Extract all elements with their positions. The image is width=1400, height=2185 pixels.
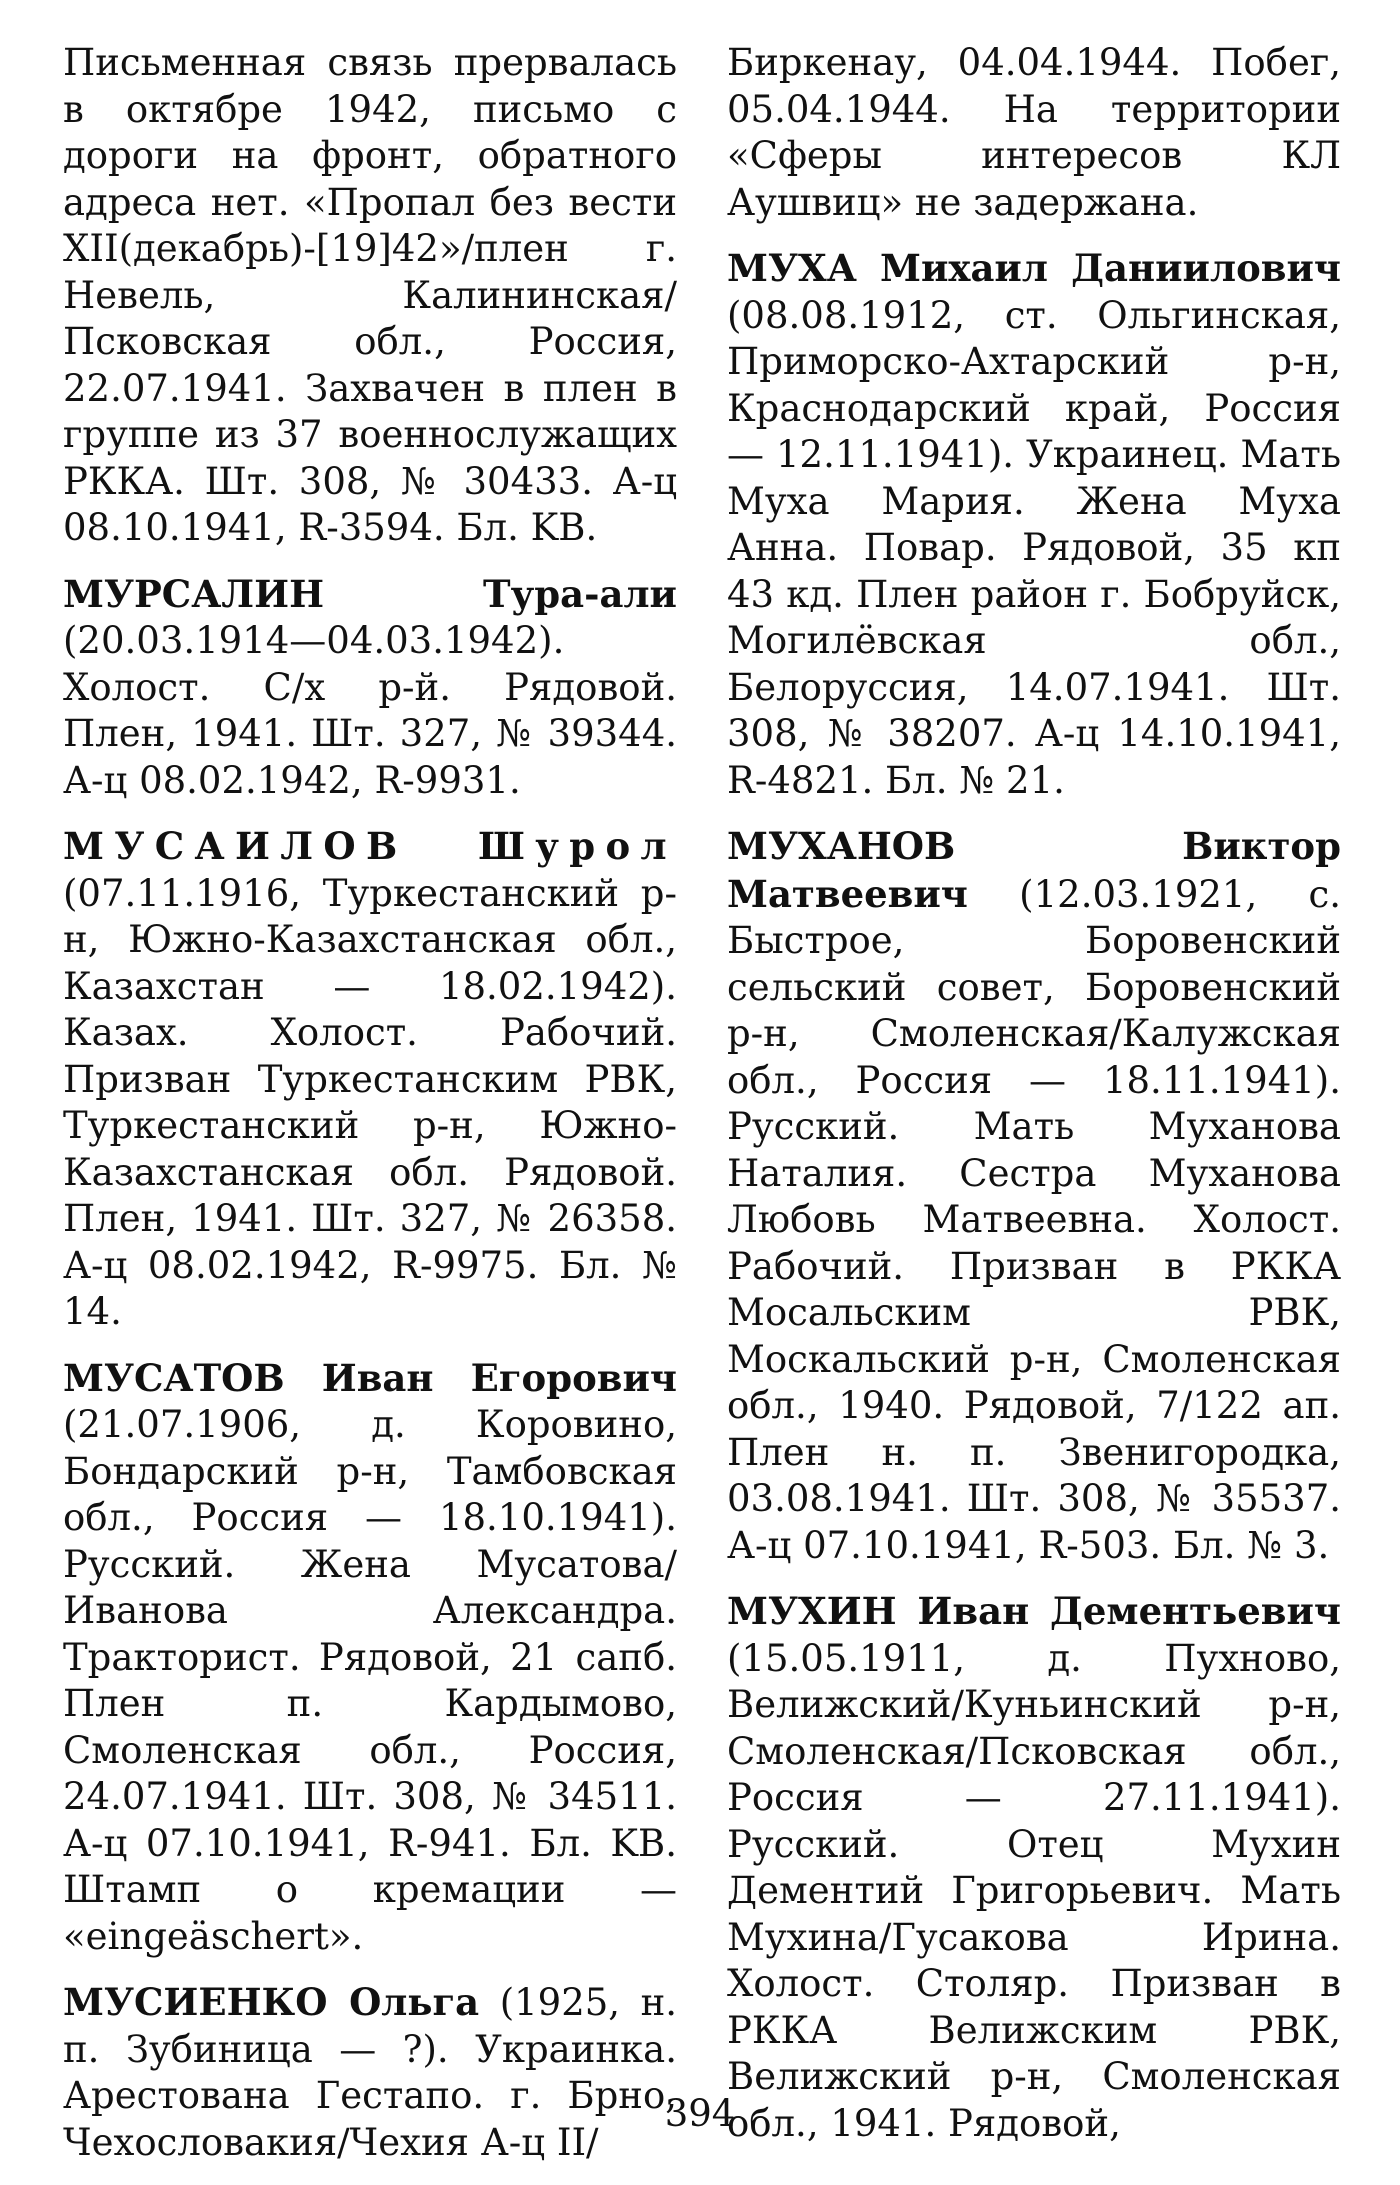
entry-text: (15.05.1911, д. Пухново, Велижский/Куньинский р-н, Смоленская/Псковская обл., Россия — 27.11.1941). Русский. Отец Мухин Дементий Григорьевич. Мать Мухина/Гусакова Ирина. Холост. Столяр. Призван в РККА Велижским РВК, Велижский р-н, Смоленская обл., 1941. Рядовой, — [727, 1636, 1341, 2145]
entry-text: (21.07.1906, д. Коровино, Бондарский р-н, Тамбовская обл., Россия — 18.10.1941). Русский. Жена Мусатова/Иванова Александра. Тракторист. Рядовой, 21 сапб. Плен п. Кардымово, Смоленская обл., Россия, 24.07.1941. Шт. 308, № 34511. А-ц 07.10.1941, R-941. Бл. KB. Штамп о кремации — «eingeäschert». — [63, 1403, 677, 1958]
entry-text: (12.03.1921, с. Быстрое, Боровенский сельский совет, Боровенский р-н, Смоленская/Калужская обл., Россия — 18.11.1941). Русский. Мать Муханова Наталия. Сестра Муханова Любовь Матвеевна. Холост. Рабочий. Призван в РККА Мосальским РВК, Москальский р-н, Смоленская обл., 1940. Рядовой, 7/122 ап. Плен н. п. Звенигородка, 03.08.1941. Шт. 308, № 35537. А-ц 07.10.1941, R-503. Бл. № 3. — [727, 872, 1341, 1567]
entry-text: (20.03.1914—04.03.1942). Холост. С/х р-й. Рядовой. Плен, 1941. Шт. 327, № 39344. А-ц 08.02.1942, R-9931. — [63, 619, 677, 802]
entry-musatov — [63, 1355, 677, 1961]
entry-text: Письменная связь прервалась в октябре 1942, письмо с дороги на фронт, обратного адреса нет. «Пропал без вести XII(декабрь)-[19]42»/плен г. Невель, Калининская/Псковская обл., Россия, 22.07.1941. Захвачен в плен в группе из 37 военнослужащих РККА. Шт. 308, № 30433. А-ц 08.10.1941, R-3594. Бл. KB. — [63, 41, 677, 549]
entry-mukha — [727, 245, 1341, 804]
entry-musailov — [63, 823, 677, 1336]
entry-name: МУРСАЛИН Тура-али — [63, 571, 677, 616]
entry-text: (1925, н. п. Зубиница — ?). Украинка. Арестована Гестапо. г. Брно, Чехословакия/Чехия А-ц II/ — [63, 1981, 677, 2164]
entry-continuation — [727, 40, 1341, 226]
entry-text: (07.11.1916, Туркестанский р-н, Южно-Казахстанская обл., Казахстан — 18.02.1942). Казах. Холост. Рабочий. Призван Туркестанским РВК, Туркестанский р-н, Южно-Казахстанская обл. Рядовой. Плен, 1941. Шт. 327, № 26358. А-ц 08.02.1942, R-9975. Бл. № 14. — [63, 871, 677, 1333]
entry-mukhanov — [727, 823, 1341, 1569]
entry-musienko — [63, 1979, 677, 2166]
entry-mursalin — [63, 571, 677, 805]
entry-mukhin — [727, 1588, 1341, 2147]
entry-name: МУХА Михаил Даниилович — [727, 246, 1341, 290]
entry-text: Биркенау, 04.04.1944. Побег, 05.04.1944. На территории «Сферы интересов КЛ Аушвиц» не задержана. — [727, 41, 1341, 224]
entry-name: МУХИН Иван Дементьевич — [727, 1589, 1341, 1633]
entry-continuation — [63, 40, 677, 552]
entry-text: (08.08.1912, ст. Ольгинская, Приморско-Ахтарский р-н, Краснодарский край, Россия — 12.11.1941). Украинец. Мать Муха Мария. Жена Муха Анна. Повар. Рядовой, 35 кп 43 кд. Плен район г. Бобруйск, Могилёвская обл., Белоруссия, 14.07.1941. Шт. 308, № 38207. А-ц 14.10.1941, R-4821. Бл. № 21. — [727, 293, 1341, 802]
left-column — [63, 40, 677, 2185]
entry-name: МУСАИЛОВ Шурол — [63, 824, 677, 868]
page-number: 394 — [664, 2092, 736, 2135]
entry-name: МУСАТОВ Иван Егорович — [63, 1355, 677, 1400]
entry-name: МУХАНОВ Виктор Матвеевич — [727, 824, 1341, 916]
entry-name: МУСИЕНКО Ольга — [63, 1980, 480, 2024]
right-column — [727, 40, 1341, 2166]
